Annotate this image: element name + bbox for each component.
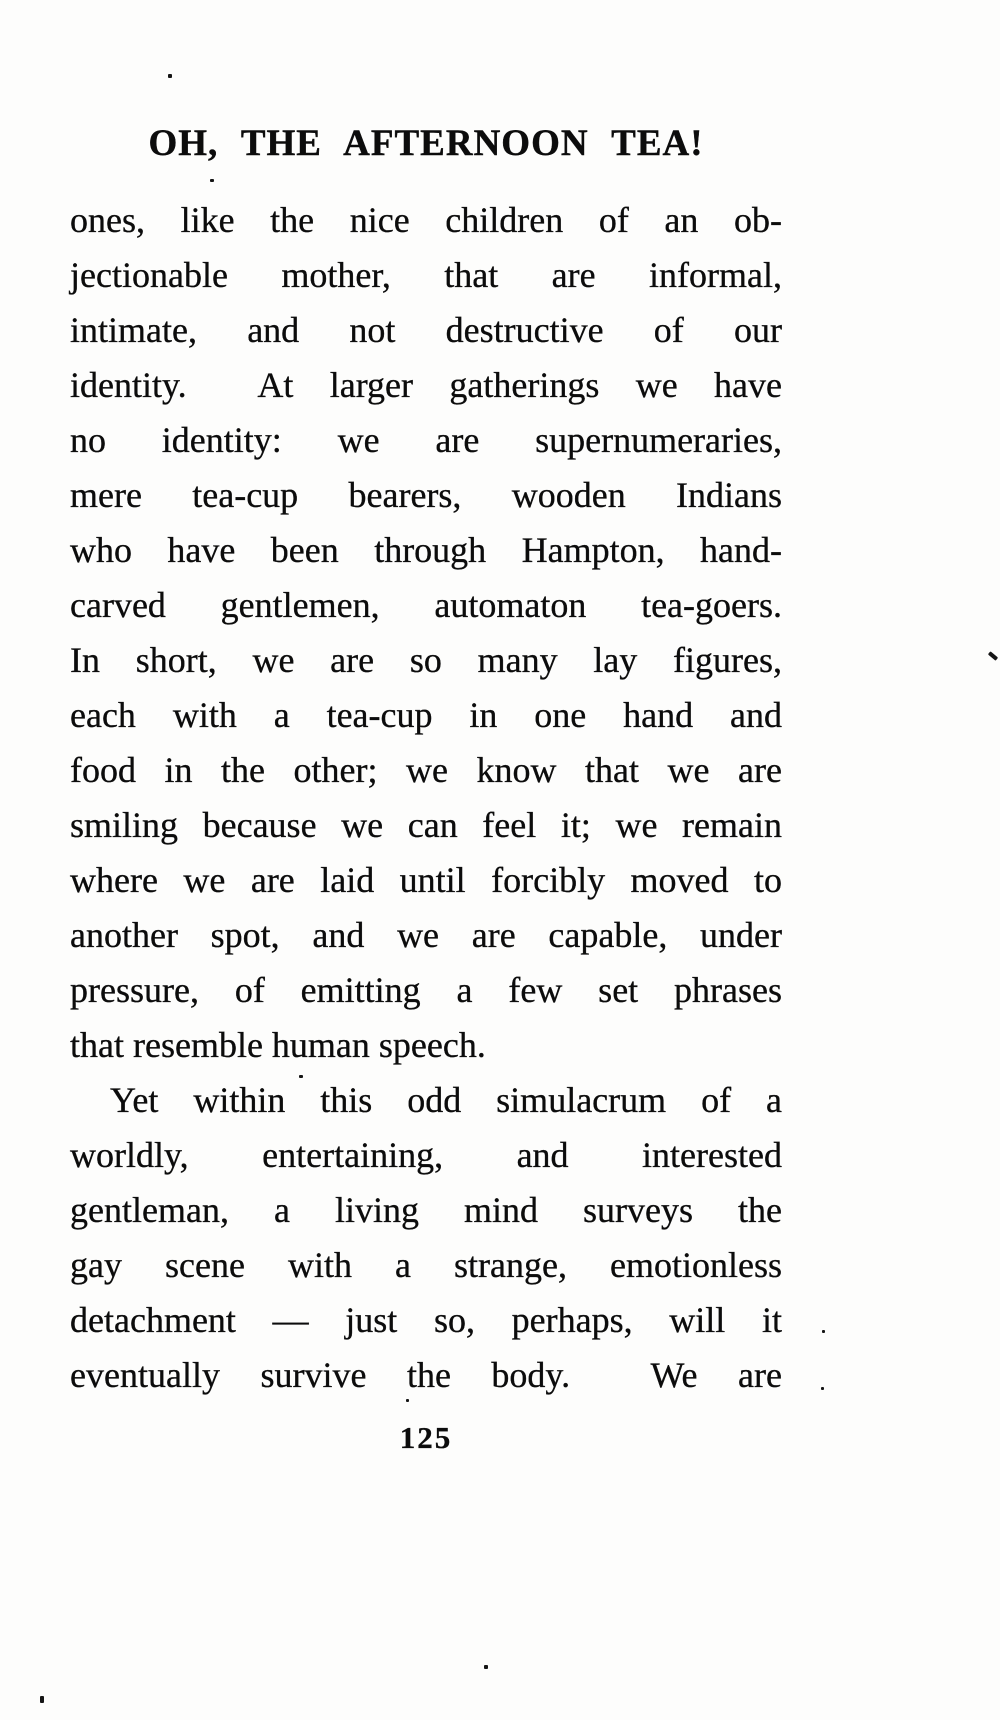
text-line: gentleman, a living mind surveys the	[70, 1190, 782, 1230]
scan-speck	[168, 74, 172, 78]
text-line: food in the other; we know that we are	[70, 750, 782, 790]
scan-speck	[822, 1330, 825, 1333]
page-number: 125	[399, 1420, 453, 1455]
text-line: mere tea-cup bearers, wooden Indians	[70, 475, 782, 515]
text-line: each with a tea-cup in one hand and	[70, 695, 782, 735]
text-line: In short, we are so many lay figures,	[70, 640, 782, 680]
text-line: intimate, and not destructive of our	[70, 310, 782, 350]
text-line: detachment — just so, perhaps, will it	[70, 1300, 782, 1340]
text-line: another spot, and we are capable, under	[70, 915, 782, 955]
text-line: gay scene with a strange, emotionless	[70, 1245, 782, 1285]
scan-speck	[988, 651, 998, 660]
text-line: eventually survive the body. We are	[70, 1355, 782, 1395]
running-head: OH, THE AFTERNOON TEA!	[148, 123, 704, 164]
scan-speck	[821, 1387, 824, 1390]
scan-speck	[210, 179, 214, 182]
scan-speck	[299, 1075, 303, 1078]
text-line: who have been through Hampton, hand-	[70, 530, 782, 570]
scan-speck	[40, 1696, 44, 1703]
text-line: no identity: we are supernumeraries,	[70, 420, 782, 460]
text-line: Yet within this odd simulacrum of a	[110, 1080, 782, 1120]
text-line: jectionable mother, that are informal,	[70, 255, 782, 295]
scan-speck	[406, 1399, 409, 1402]
text-line: worldly, entertaining, and interested	[70, 1135, 782, 1175]
text-line: smiling because we can feel it; we remain	[70, 805, 782, 845]
text-line: carved gentlemen, automaton tea-goers.	[70, 585, 782, 625]
text-line: where we are laid until forcibly moved to	[70, 860, 782, 900]
text-line: pressure, of emitting a few set phrases	[70, 970, 782, 1010]
text-line: ones, like the nice children of an ob-	[70, 200, 782, 240]
text-line: that resemble human speech.	[70, 1025, 486, 1065]
text-line: identity. At larger gatherings we have	[70, 365, 782, 405]
body-text	[70, 193, 782, 1403]
scan-speck	[484, 1665, 488, 1669]
